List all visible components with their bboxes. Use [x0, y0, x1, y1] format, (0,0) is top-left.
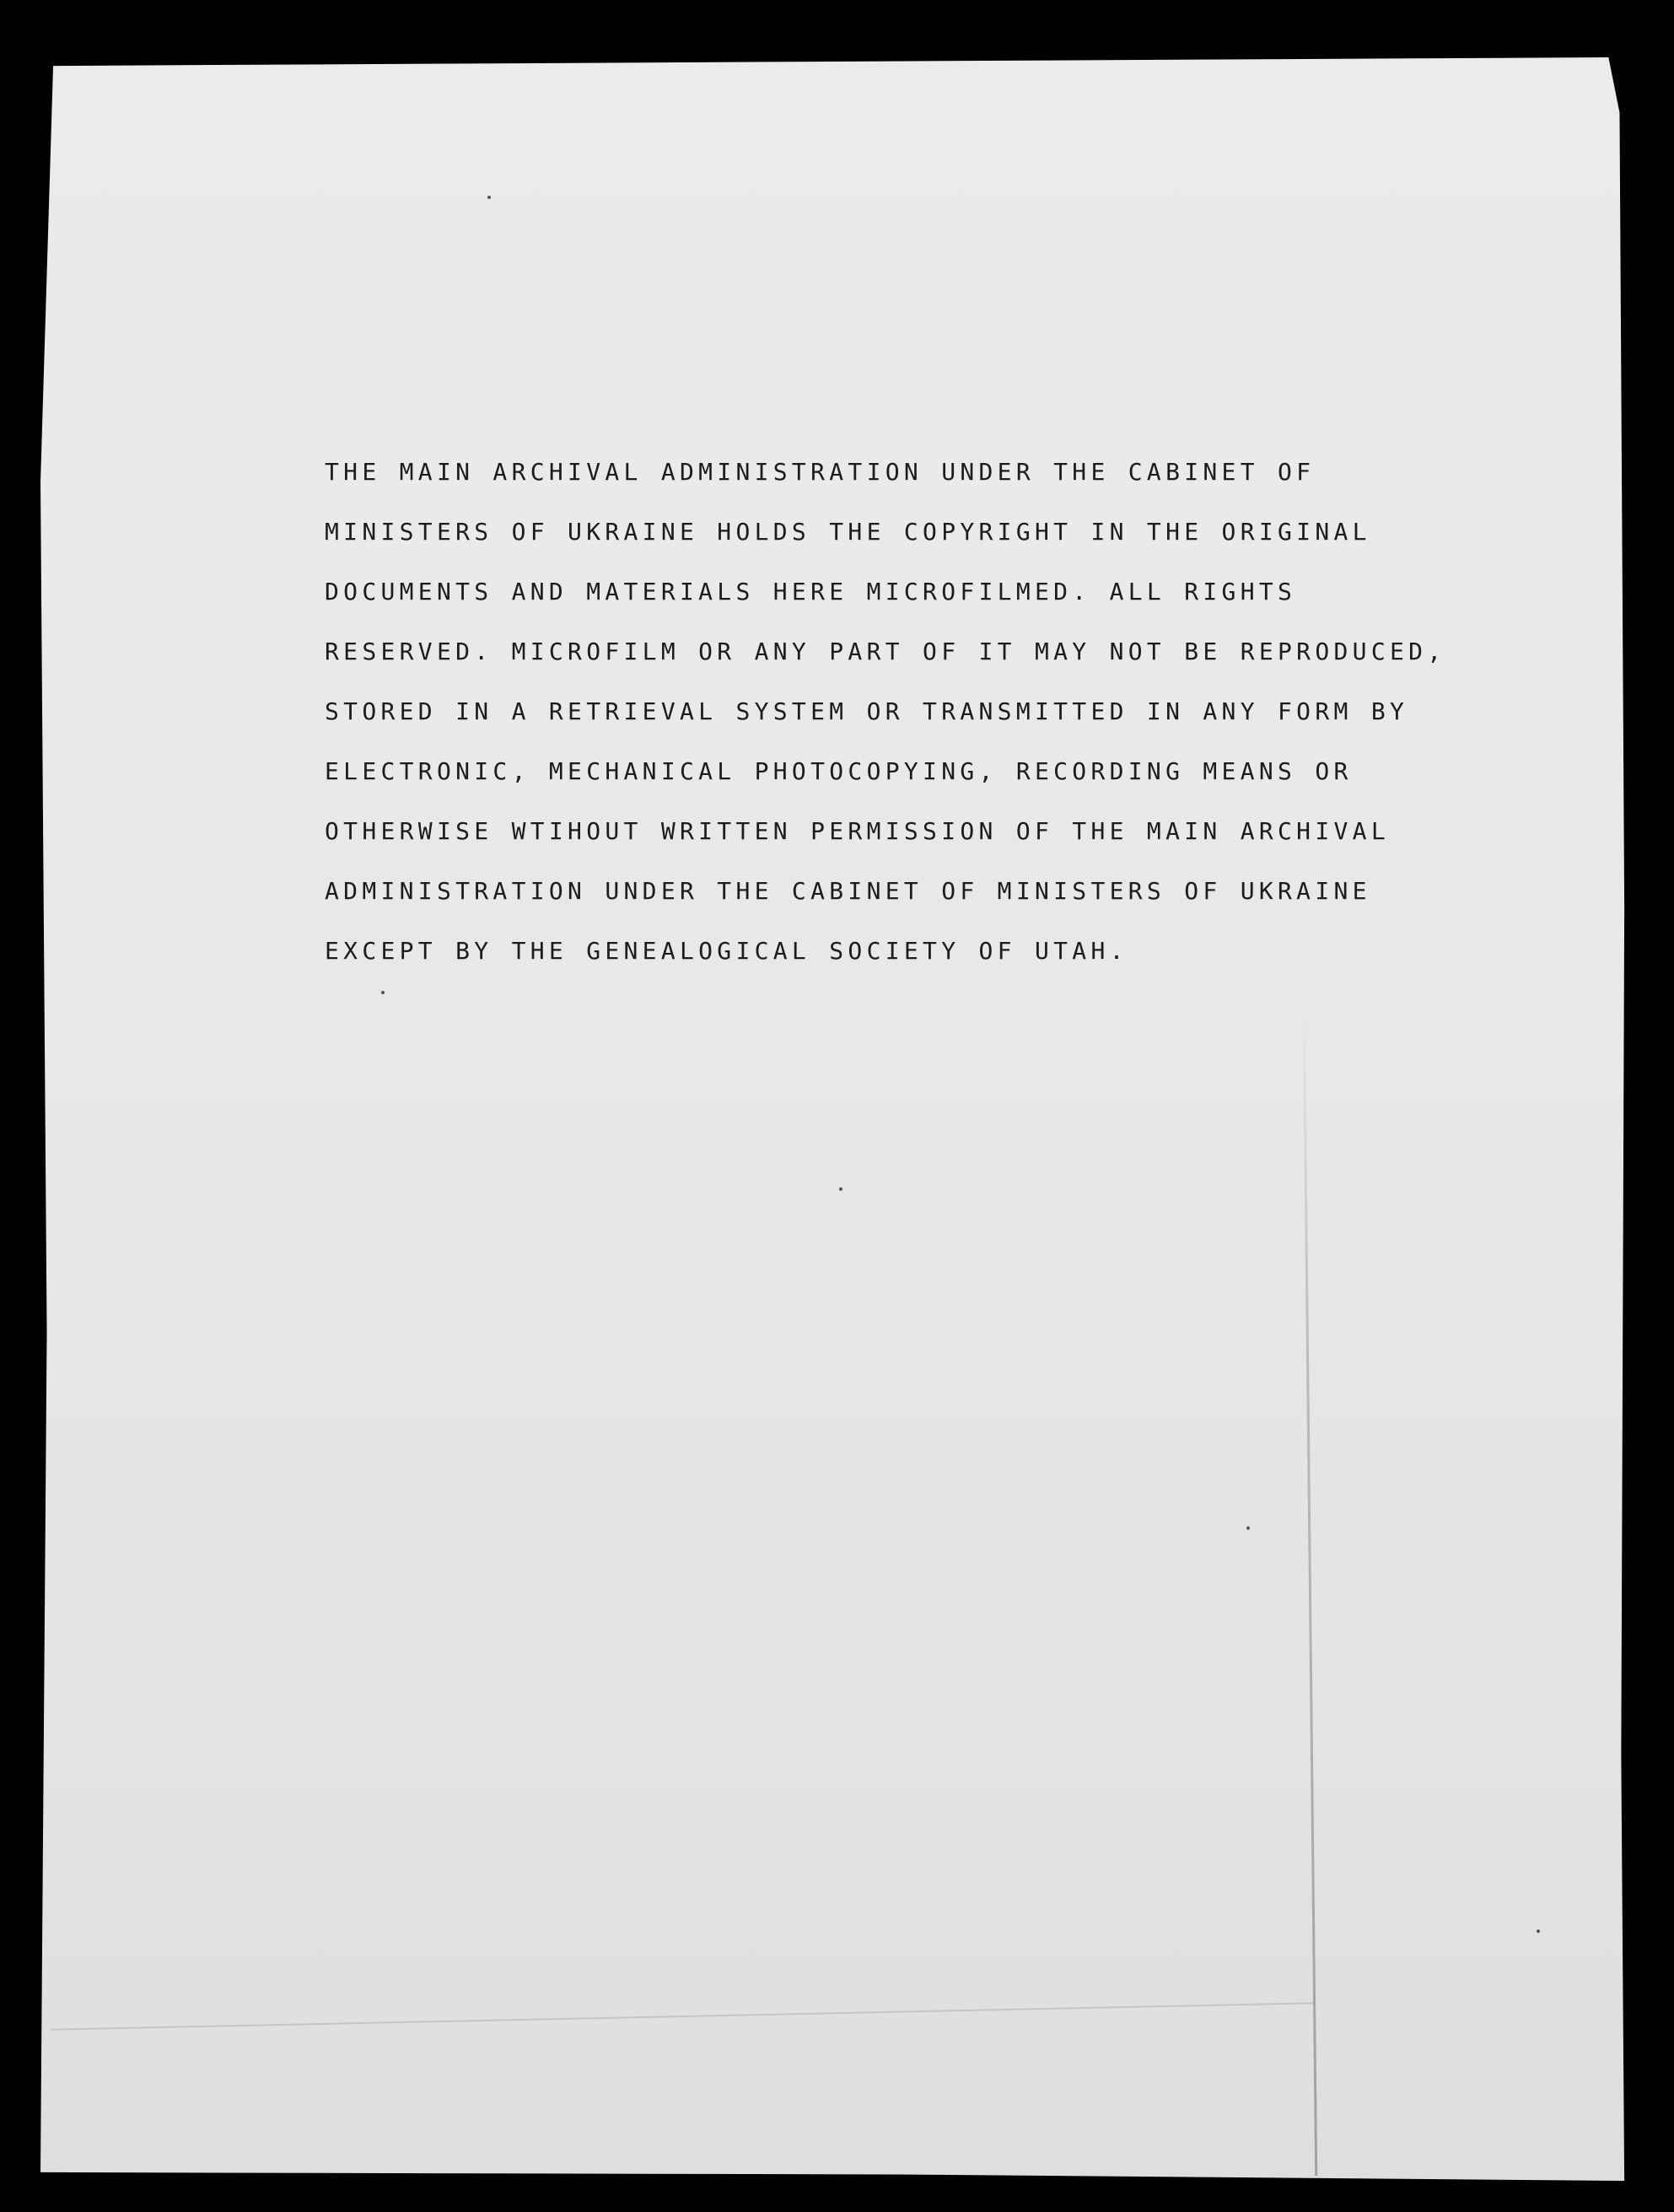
notice-line-6: ELECTRONIC, MECHANICAL PHOTOCOPYING, RECORDING MEANS OR [325, 757, 1353, 785]
dust-speck [381, 991, 385, 994]
notice-line-7: OTHERWISE WTIHOUT WRITTEN PERMISSION OF THE MAIN ARCHIVAL [325, 817, 1390, 845]
notice-line-2: MINISTERS OF UKRAINE HOLDS THE COPYRIGHT IN THE ORIGINAL [325, 518, 1371, 546]
notice-line-9: EXCEPT BY THE GENEALOGICAL SOCIETY OF UTAH. [325, 937, 1128, 965]
dust-speck [1246, 1526, 1250, 1530]
paper-sheet [40, 57, 1626, 2181]
notice-line-3: DOCUMENTS AND MATERIALS HERE MICROFILMED. ALL RIGHTS [325, 578, 1297, 605]
notice-line-1: THE MAIN ARCHIVAL ADMINISTRATION UNDER THE CABINET OF [325, 458, 1316, 486]
dust-speck [487, 196, 491, 199]
copyright-notice [325, 442, 1505, 981]
notice-line-4: RESERVED. MICROFILM OR ANY PART OF IT MAY NOT BE REPRODUCED, [325, 638, 1446, 665]
notice-line-8: ADMINISTRATION UNDER THE CABINET OF MINISTERS OF UKRAINE [325, 877, 1371, 905]
notice-line-5: STORED IN A RETRIEVAL SYSTEM OR TRANSMITTED IN ANY FORM BY [325, 697, 1409, 725]
dust-speck [1537, 1929, 1540, 1933]
dust-speck [839, 1187, 842, 1191]
